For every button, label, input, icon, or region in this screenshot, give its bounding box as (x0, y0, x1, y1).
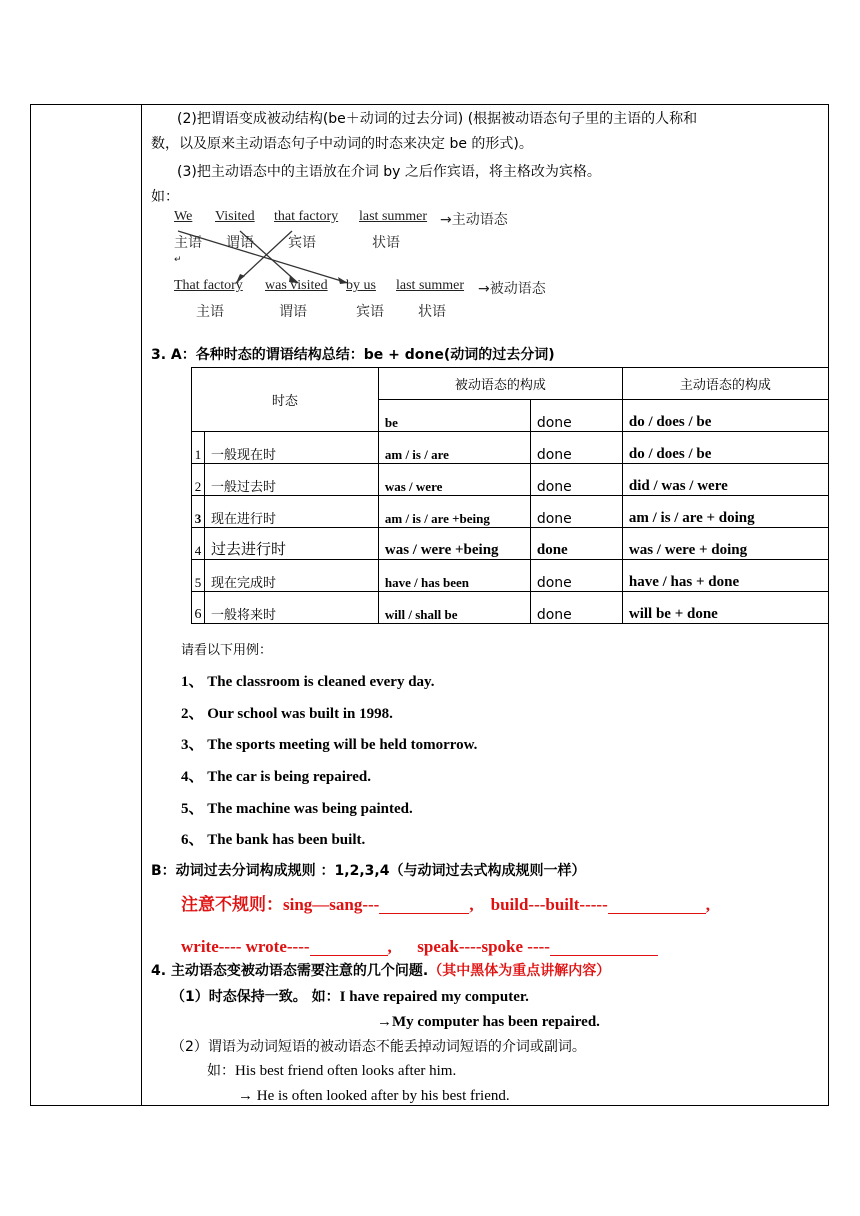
active-word-we: We (174, 209, 193, 224)
comma-2: , (705, 895, 710, 914)
be-form: was / were (378, 464, 530, 496)
be-form: will / shall be (378, 592, 530, 624)
point1-passive: →My computer has been repaired. (377, 1014, 600, 1030)
row-number: 3 (192, 496, 205, 528)
example-item-3: 3、 The sports meeting will be held tomorrow. (181, 737, 478, 753)
tense-structure-table (191, 367, 829, 624)
passive-word-by-us: by us (346, 278, 376, 293)
done-form: done (530, 496, 622, 528)
passive-word-last-summer: last summer (396, 278, 465, 293)
passive-role-subject: 主语 (196, 304, 224, 320)
example-label: 如： (151, 189, 179, 205)
section3-heading: 3. A：各种时态的谓语结构总结：be + done(动词的过去分词) (151, 347, 555, 363)
arrow-subject-to-by (178, 231, 348, 283)
row-number: 5 (192, 560, 205, 592)
done-form: done (530, 592, 622, 624)
section4-heading: 4. 主动语态变被动语态需要注意的几个问题. (151, 963, 429, 979)
tense-name: 一般将来时 (205, 592, 379, 624)
point2-example-line (207, 1062, 456, 1080)
sub-header-active: do / does / be (622, 400, 828, 432)
section4-note: （其中黑体为重点讲解内容） (428, 963, 611, 979)
active-form: was / were + doing (622, 528, 828, 560)
be-form: am / is / are (378, 432, 530, 464)
active-role-adverbial: 状语 (372, 235, 400, 251)
done-form: done (530, 528, 622, 560)
irregular-line-1 (181, 896, 710, 914)
active-role-object: 宾语 (288, 235, 316, 251)
passive-role-object: 宾语 (356, 304, 384, 320)
examples-intro: 请看以下用例： (181, 643, 273, 658)
passive-header: 被动语态的构成 (378, 368, 622, 400)
sub-header-be: be (378, 400, 530, 432)
table-row (192, 592, 829, 624)
irregular-speak: speak----spoke ---- (417, 937, 550, 956)
tense-name: 现在完成时 (205, 560, 379, 592)
section4-heading-line (151, 962, 610, 980)
sectionB-heading: B：动词过去分词构成规则 ：1,2,3,4（与动词过去式构成规则一样） (151, 863, 586, 879)
active-role-predicate: 谓语 (226, 235, 254, 251)
irregular-build: build---built----- (490, 895, 608, 914)
active-voice-tag: →主动语态 (440, 212, 508, 228)
be-form: am / is / are +being (378, 496, 530, 528)
tense-name: 一般过去时 (205, 464, 379, 496)
tense-name: 过去进行时 (205, 528, 379, 560)
step3-text: (3)把主动语态中的主语放在介词 by 之后作宾语，将主格改为宾格。 (177, 164, 601, 180)
blank-built-participle[interactable] (608, 897, 706, 914)
example-item-4: 4、 The car is being repaired. (181, 769, 372, 785)
example-item-2: 2、 Our school was built in 1998. (181, 706, 393, 722)
point1-line (171, 988, 529, 1006)
example-item-5: 5、 The machine was being painted. (181, 801, 413, 817)
active-form: do / does / be (622, 432, 828, 464)
be-form: was / were +being (378, 528, 530, 560)
done-form: done (530, 464, 622, 496)
row-number: 2 (192, 464, 205, 496)
blank-spoken-participle[interactable] (550, 939, 658, 956)
irregular-label: 注意不规则： (181, 895, 283, 914)
be-form: have / has been (378, 560, 530, 592)
point2-example-label: 如： (207, 1063, 235, 1079)
passive-role-adverbial: 状语 (418, 304, 446, 320)
table-row (192, 432, 829, 464)
row-number: 1 (192, 432, 205, 464)
tense-header: 时态 (192, 368, 379, 432)
table-row (192, 528, 829, 560)
active-word-visited: Visited (215, 209, 255, 224)
irregular-sing: sing—sang--- (283, 895, 380, 914)
row-number: 6 (192, 592, 205, 624)
table-row (192, 464, 829, 496)
active-form: did / was / were (622, 464, 828, 496)
point1-label: （1）时态保持一致。 如： (171, 989, 340, 1005)
example-item-1: 1、 The classroom is cleaned every day. (181, 674, 435, 690)
active-form: have / has + done (622, 560, 828, 592)
comma-3: , (387, 937, 392, 956)
diagram-return-mark: ↵ (174, 255, 182, 265)
active-header: 主动语态的构成 (622, 368, 828, 400)
voice-transform-diagram (170, 205, 580, 320)
step2-line1: (2)把谓语变成被动结构(be＋动词的过去分词) (根据被动语态句子里的主语的人称和 (177, 111, 698, 127)
point1-active: I have repaired my computer. (339, 989, 529, 1005)
active-form: will be + done (622, 592, 828, 624)
step2-line2: 数，以及原来主动语态句子中动词的时态来决定 be 的形式)。 (151, 136, 533, 152)
passive-word-that-factory: That factory (174, 278, 243, 293)
example-item-6: 6、 The bank has been built. (181, 832, 366, 848)
active-role-subject: 主语 (174, 235, 202, 251)
column-divider (141, 104, 142, 1106)
done-form: done (530, 432, 622, 464)
row-number: 4 (192, 528, 205, 560)
point2-text: （2）谓语为动词短语的被动语态不能丢掉动词短语的介词或副词。 (171, 1039, 586, 1055)
point2-active: His best friend often looks after him. (235, 1063, 457, 1079)
table-row (192, 560, 829, 592)
active-word-last-summer: last summer (359, 209, 428, 224)
tense-name: 一般现在时 (205, 432, 379, 464)
sub-header-done: done (530, 400, 622, 432)
comma-1: , (469, 895, 474, 914)
blank-written-participle[interactable] (310, 939, 388, 956)
passive-role-predicate: 谓语 (279, 304, 307, 320)
passive-voice-tag: →被动语态 (478, 281, 546, 297)
passive-word-was-visited: was visited (265, 278, 328, 293)
irregular-write: write---- wrote---- (181, 937, 310, 956)
irregular-line-2 (181, 938, 658, 956)
point2-passive: → He is often looked after by his best friend. (238, 1088, 510, 1104)
active-form: am / is / are + doing (622, 496, 828, 528)
blank-sang-participle[interactable] (379, 897, 469, 914)
active-word-that-factory: that factory (274, 209, 339, 224)
tense-name: 现在进行时 (205, 496, 379, 528)
done-form: done (530, 560, 622, 592)
table-row (192, 496, 829, 528)
